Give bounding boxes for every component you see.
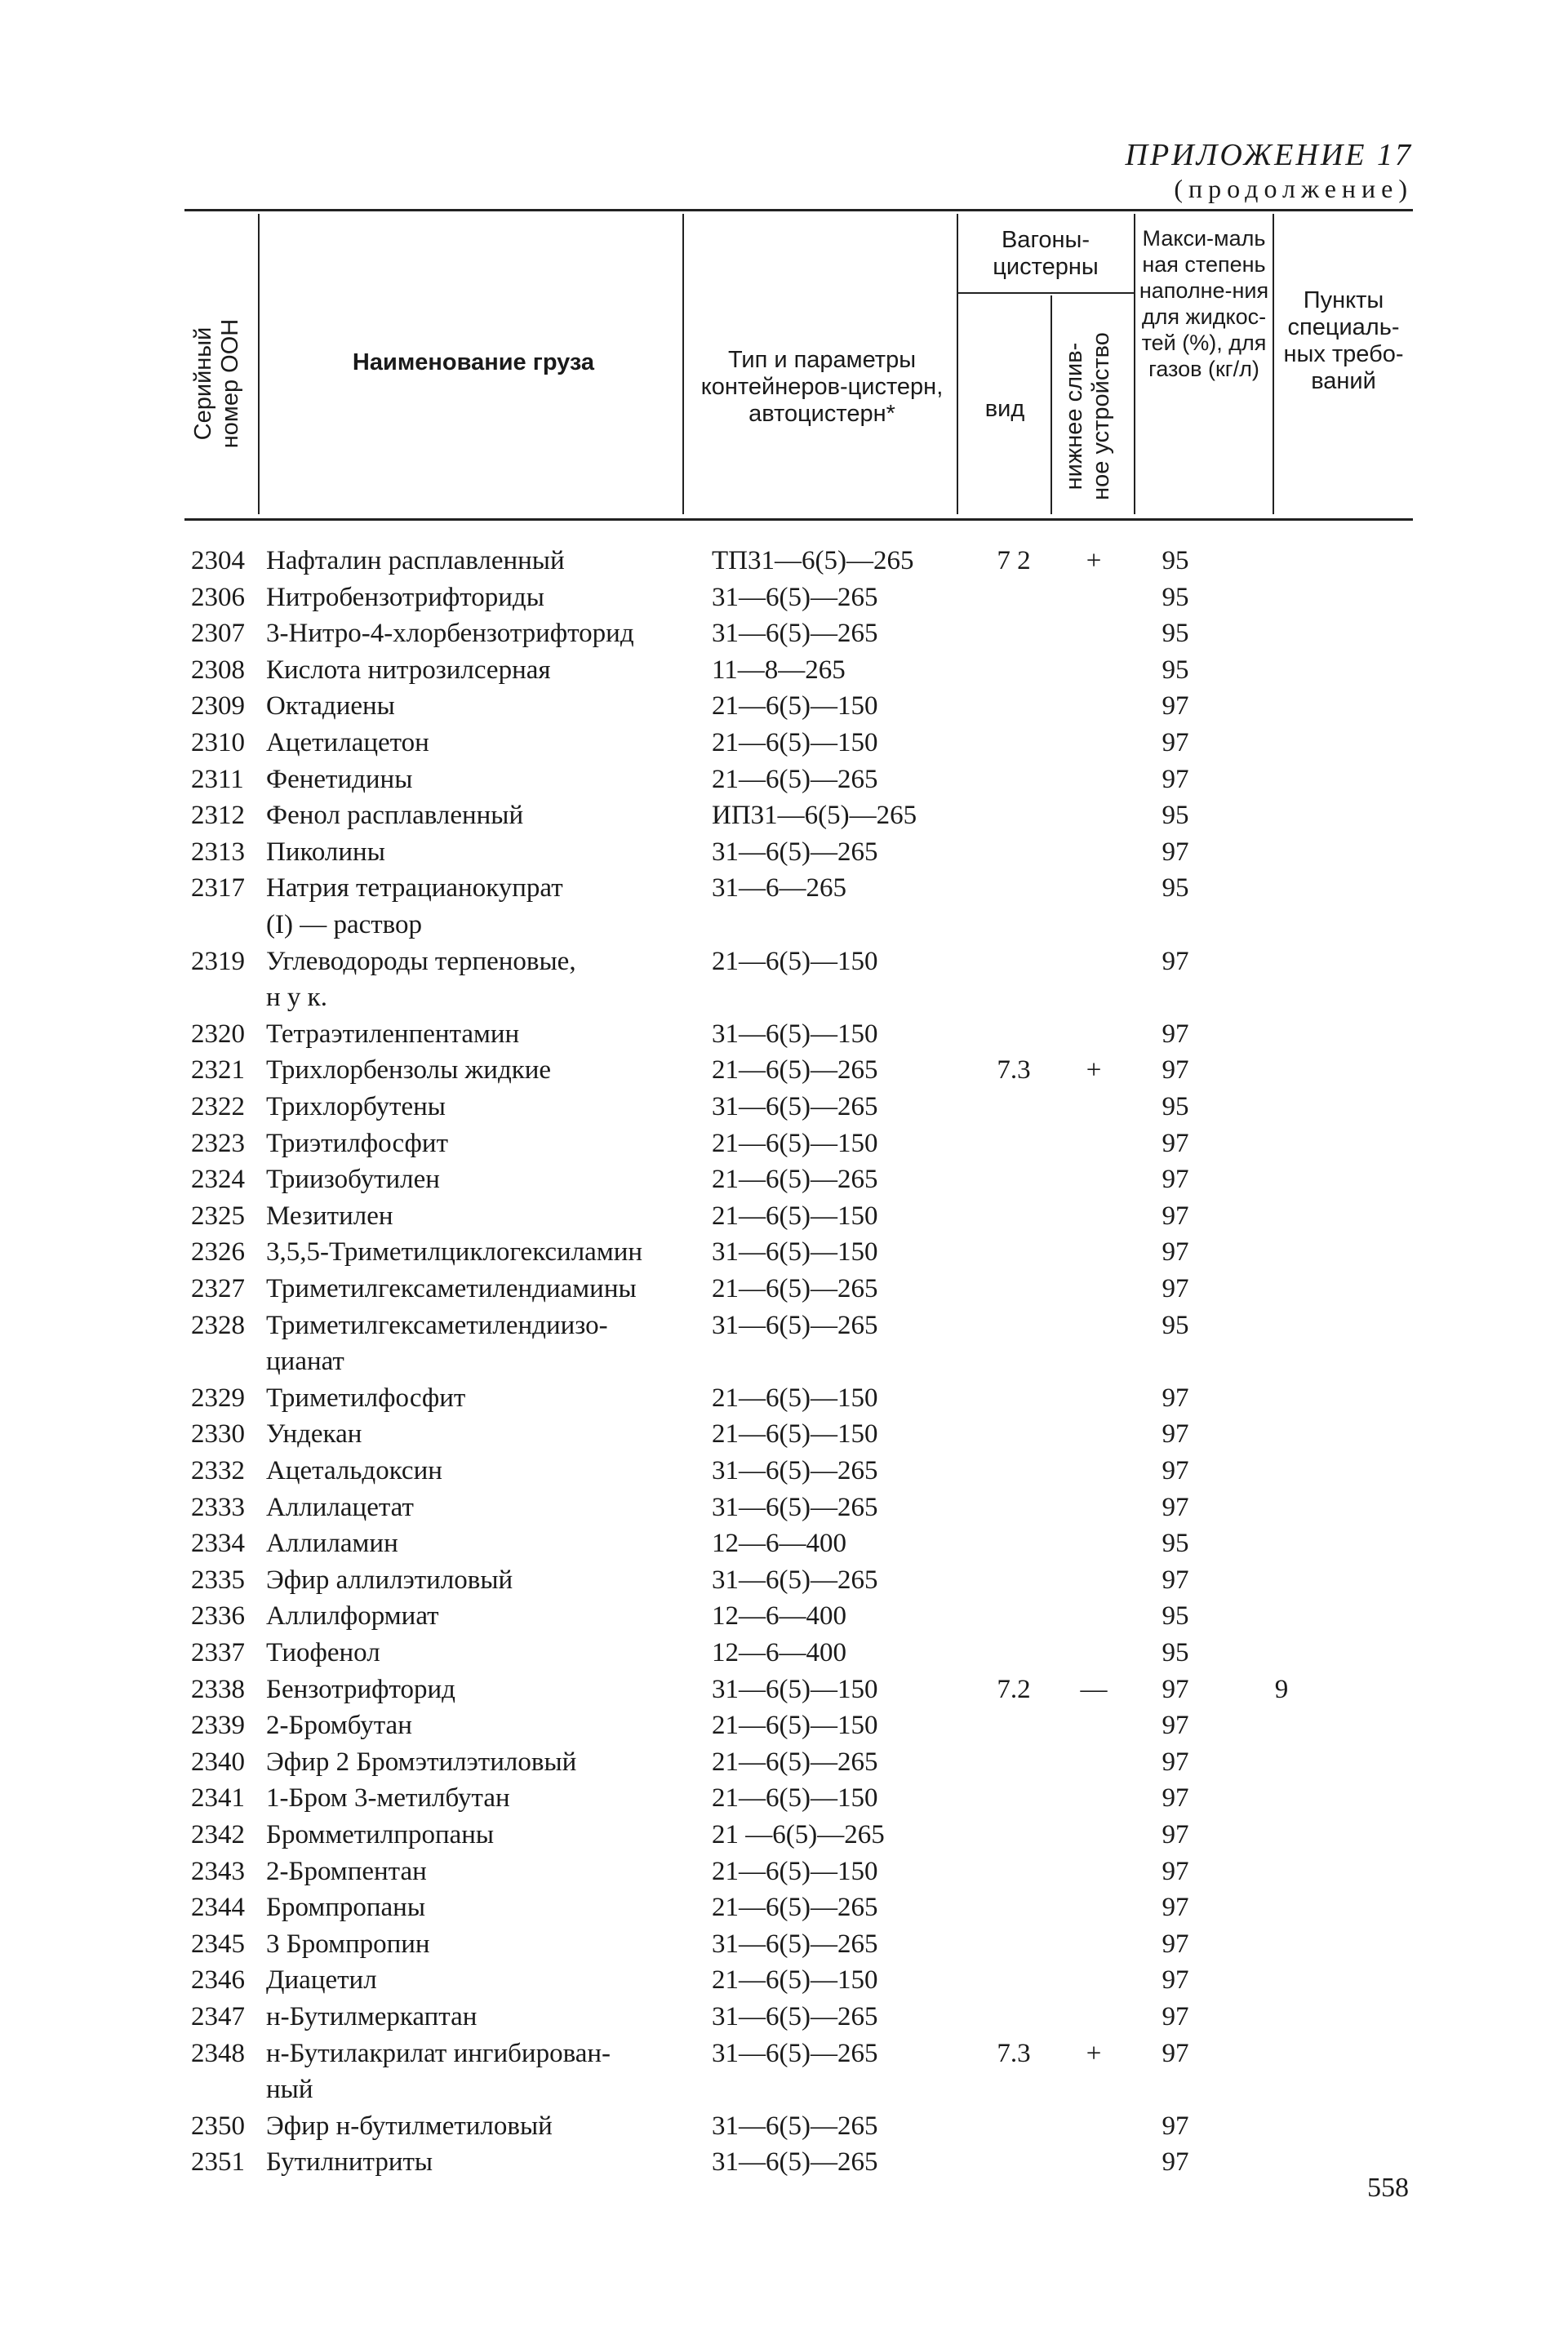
cargo-name: Ацетальдоксин	[266, 1456, 442, 1485]
serial-number: 2333	[191, 1492, 245, 1522]
container-type: 12—6—400	[712, 1529, 846, 1559]
appendix-subtitle: (продолжение)	[1174, 174, 1413, 203]
cargo-name: Аллилформиат	[266, 1601, 439, 1632]
container-type: 31—6(5)—265	[712, 1310, 878, 1340]
page-number: 558	[1367, 2173, 1409, 2203]
cargo-name: Бутилнитриты	[266, 2147, 433, 2178]
cargo-name: Пиколины	[266, 837, 385, 867]
max-fill: 97	[1162, 2111, 1189, 2141]
serial-number: 2306	[191, 582, 245, 612]
serial-number: 2350	[191, 2111, 245, 2141]
cargo-name: 1-Бром 3-метилбутан	[266, 1783, 510, 1814]
container-type: 21—6(5)—150	[712, 691, 878, 722]
container-type: 31—6(5)—150	[712, 1674, 878, 1704]
container-type: 21 —6(5)—265	[712, 1820, 885, 1849]
max-fill: 95	[1162, 801, 1189, 831]
serial-number: 2337	[191, 1638, 245, 1667]
container-type: 21—6(5)—150	[712, 1383, 878, 1413]
cargo-name: Фенетидины	[266, 764, 413, 794]
serial-number: 2311	[191, 764, 244, 794]
serial-number: 2345	[191, 1929, 245, 1959]
cargo-name: Триметилгексаметилендиизо-	[266, 1310, 608, 1340]
serial-number: 2324	[191, 1165, 245, 1195]
serial-number: 2338	[191, 1674, 245, 1704]
container-type: 21—6(5)—150	[712, 1783, 878, 1814]
max-fill: 97	[1162, 1893, 1189, 1923]
container-type: 31—6(5)—265	[712, 582, 878, 612]
max-fill: 97	[1162, 1419, 1189, 1450]
cargo-name: (I) — раствор	[266, 910, 423, 939]
serial-number: 2308	[191, 655, 245, 685]
container-type: 21—6(5)—150	[712, 1965, 878, 1996]
cargo-name: Нафталин расплавленный	[266, 546, 565, 575]
container-type: 21—6(5)—150	[712, 728, 878, 757]
container-type: 21—6(5)—265	[712, 1165, 878, 1195]
serial-number: 2328	[191, 1310, 245, 1340]
max-fill: 97	[1162, 1055, 1189, 1086]
max-fill: 95	[1162, 1310, 1189, 1340]
container-type: 31—6(5)—265	[712, 2038, 878, 2068]
max-fill: 97	[1162, 1820, 1189, 1849]
header-divider-6	[1273, 214, 1274, 514]
cargo-name: Триметилфосфит	[266, 1383, 466, 1413]
serial-number: 2342	[191, 1820, 245, 1849]
max-fill: 97	[1162, 1929, 1189, 1959]
serial-number: 2325	[191, 1201, 245, 1231]
container-type: 31—6(5)—265	[712, 2111, 878, 2141]
max-fill: 97	[1162, 946, 1189, 976]
header-special-points: Пункты специаль-ных требо-ваний	[1283, 287, 1404, 394]
wagon-kind: 7 2	[997, 546, 1031, 575]
cargo-name: Эфир аллилэтиловый	[266, 1565, 513, 1595]
serial-number: 2339	[191, 1711, 245, 1741]
cargo-name: 2-Бромпентан	[266, 1856, 427, 1886]
container-type: 31—6(5)—265	[712, 2002, 878, 2031]
header-divider-4	[1051, 295, 1052, 514]
max-fill: 97	[1162, 1019, 1189, 1049]
bottom-drain: +	[1086, 1055, 1102, 1086]
max-fill: 97	[1162, 2038, 1189, 2068]
special-points: 9	[1274, 1674, 1289, 1704]
container-type: 21—6(5)—265	[712, 1055, 878, 1086]
max-fill: 97	[1162, 1965, 1189, 1996]
header-bottom-drain: нижнее слив- ное устройство	[1061, 332, 1114, 500]
header-kind: вид	[984, 396, 1025, 422]
serial-number: 2335	[191, 1565, 245, 1595]
cargo-name: Триэтилфосфит	[266, 1128, 448, 1158]
max-fill: 95	[1162, 546, 1189, 575]
bottom-drain: —	[1080, 1674, 1108, 1704]
max-fill: 95	[1162, 1092, 1189, 1121]
serial-number: 2330	[191, 1419, 245, 1450]
container-type: 12—6—400	[712, 1601, 846, 1632]
max-fill: 95	[1162, 1601, 1189, 1632]
header-divider-2	[682, 214, 684, 514]
header-max-fill: Макси-мальная степень наполне-ния для жидкос-тей (%), для газов (кг/л)	[1139, 226, 1269, 381]
table-header-bottom-rule	[184, 518, 1413, 521]
cargo-name: Эфир н-бутилметиловый	[266, 2111, 553, 2141]
bottom-drain: +	[1086, 546, 1102, 575]
max-fill: 95	[1162, 1529, 1189, 1559]
serial-number: 2313	[191, 837, 245, 867]
container-type: ИП31—6(5)—265	[712, 801, 917, 831]
cargo-name: Углеводороды терпеновые,	[266, 946, 576, 976]
header-cargo-name: Наименование груза	[352, 349, 595, 375]
container-type: 21—6(5)—265	[712, 1893, 878, 1923]
serial-number: 2317	[191, 873, 245, 904]
wagon-kind: 7.3	[997, 1055, 1031, 1086]
max-fill: 97	[1162, 1674, 1189, 1704]
container-type: 21—6(5)—150	[712, 1711, 878, 1741]
container-type: 31—6(5)—265	[712, 1492, 878, 1522]
max-fill: 97	[1162, 1274, 1189, 1303]
serial-number: 2323	[191, 1128, 245, 1158]
serial-number: 2348	[191, 2038, 245, 2068]
serial-number: 2327	[191, 1274, 245, 1303]
serial-number: 2336	[191, 1601, 245, 1632]
max-fill: 97	[1162, 1711, 1189, 1741]
max-fill: 97	[1162, 1747, 1189, 1777]
max-fill: 97	[1162, 1237, 1189, 1268]
cargo-name: Аллиламин	[266, 1529, 398, 1559]
container-type: 21—6(5)—150	[712, 1128, 878, 1158]
cargo-name: н-Бутилмеркаптан	[266, 2002, 478, 2031]
header-serial-number: Серийный номер ООН	[190, 318, 243, 449]
max-fill: 97	[1162, 691, 1189, 722]
cargo-name: Нитробензотрифториды	[266, 582, 544, 612]
wagon-kind: 7.3	[997, 2038, 1031, 2068]
max-fill: 97	[1162, 1783, 1189, 1814]
container-type: 21—6(5)—150	[712, 946, 878, 976]
cargo-name: Тиофенол	[266, 1638, 380, 1667]
max-fill: 97	[1162, 1456, 1189, 1485]
header-divider-5	[1134, 214, 1135, 514]
header-container-type: Тип и параметры контейнеров-цистерн, автоцистерн*	[700, 347, 944, 427]
container-type: 21—6(5)—265	[712, 764, 878, 794]
bottom-drain: +	[1086, 2038, 1102, 2068]
serial-number: 2340	[191, 1747, 245, 1777]
cargo-name: Мезитилен	[266, 1201, 393, 1231]
container-type: 31—6(5)—265	[712, 837, 878, 867]
serial-number: 2347	[191, 2002, 245, 2031]
cargo-name: Ацетилацетон	[266, 728, 429, 757]
header-divider-1	[258, 214, 260, 514]
appendix-heading	[1126, 137, 1413, 204]
cargo-name: 2-Бромбутан	[266, 1711, 412, 1741]
serial-number: 2310	[191, 728, 245, 757]
serial-number: 2307	[191, 619, 245, 649]
header-wagons: Вагоны-цистерны	[993, 227, 1099, 280]
max-fill: 97	[1162, 2002, 1189, 2031]
container-type: 31—6(5)—265	[712, 1456, 878, 1485]
max-fill: 97	[1162, 1383, 1189, 1413]
container-type: 21—6(5)—265	[712, 1747, 878, 1777]
max-fill: 97	[1162, 837, 1189, 867]
wagons-subheader-rule	[957, 292, 1134, 294]
max-fill: 95	[1162, 655, 1189, 685]
container-type: 31—6(5)—265	[712, 2147, 878, 2178]
container-type: 31—6(5)—265	[712, 1929, 878, 1959]
cargo-name: Трихлорбутены	[266, 1092, 446, 1121]
max-fill: 97	[1162, 764, 1189, 794]
container-type: 11—8—265	[712, 655, 846, 685]
serial-number: 2309	[191, 691, 245, 722]
container-type: 21—6(5)—150	[712, 1201, 878, 1231]
cargo-name: Аллилацетат	[266, 1492, 414, 1522]
container-type: 31—6(5)—150	[712, 1237, 878, 1268]
cargo-name: Бромметилпропаны	[266, 1820, 495, 1849]
cargo-name: цианат	[266, 1347, 344, 1377]
cargo-name: н-Бутилакрилат ингибирован-	[266, 2038, 611, 2068]
max-fill: 97	[1162, 2147, 1189, 2178]
max-fill: 97	[1162, 1492, 1189, 1522]
cargo-name: Октадиены	[266, 691, 395, 722]
cargo-name: Бензотрифторид	[266, 1674, 455, 1704]
cargo-name: Натрия тетрацианокупрат	[266, 873, 563, 904]
serial-number: 2322	[191, 1092, 245, 1121]
table-top-rule	[184, 209, 1413, 211]
serial-number: 2346	[191, 1965, 245, 1996]
cargo-name: Тетраэтиленпентамин	[266, 1019, 520, 1049]
serial-number: 2344	[191, 1893, 245, 1923]
max-fill: 97	[1162, 1856, 1189, 1886]
cargo-name: Ундекан	[266, 1419, 362, 1450]
cargo-name: Фенол расплавленный	[266, 801, 524, 831]
container-type: 21—6(5)—265	[712, 1274, 878, 1303]
cargo-name: 3,5,5-Триметилциклогексиламин	[266, 1237, 643, 1268]
container-type: ТП31—6(5)—265	[712, 546, 914, 575]
cargo-name: Эфир 2 Бромэтилэтиловый	[266, 1747, 577, 1777]
max-fill: 95	[1162, 619, 1189, 649]
serial-number: 2329	[191, 1383, 245, 1413]
serial-number: 2304	[191, 546, 245, 575]
cargo-name: Триизобутилен	[266, 1165, 440, 1195]
serial-number: 2343	[191, 1856, 245, 1886]
max-fill: 97	[1162, 1201, 1189, 1231]
container-type: 21—6(5)—150	[712, 1856, 878, 1886]
max-fill: 95	[1162, 1638, 1189, 1667]
appendix-title: ПРИЛОЖЕНИЕ 17	[1125, 138, 1413, 172]
cargo-name: Диацетил	[266, 1965, 377, 1996]
header-divider-3	[957, 214, 958, 514]
serial-number: 2332	[191, 1456, 245, 1485]
cargo-name: Бромпропаны	[266, 1893, 426, 1923]
max-fill: 97	[1162, 1165, 1189, 1195]
max-fill: 97	[1162, 1565, 1189, 1595]
container-type: 31—6(5)—265	[712, 1092, 878, 1121]
serial-number: 2334	[191, 1529, 245, 1559]
container-type: 31—6(5)—265	[712, 619, 878, 649]
cargo-name: 3-Нитро-4-хлорбензотрифторид	[266, 619, 634, 649]
max-fill: 97	[1162, 728, 1189, 757]
serial-number: 2321	[191, 1055, 245, 1086]
container-type: 31—6(5)—150	[712, 1019, 878, 1049]
max-fill: 95	[1162, 873, 1189, 904]
container-type: 31—6—265	[712, 873, 846, 904]
cargo-name: Триметилгексаметилендиамины	[266, 1274, 637, 1303]
max-fill: 97	[1162, 1128, 1189, 1158]
cargo-name: 3 Бромпропин	[266, 1929, 430, 1959]
serial-number: 2320	[191, 1019, 245, 1049]
serial-number: 2326	[191, 1237, 245, 1268]
serial-number: 2351	[191, 2147, 245, 2178]
wagon-kind: 7.2	[997, 1674, 1031, 1704]
max-fill: 95	[1162, 582, 1189, 612]
container-type: 31—6(5)—265	[712, 1565, 878, 1595]
container-type: 21—6(5)—150	[712, 1419, 878, 1450]
container-type: 12—6—400	[712, 1638, 846, 1667]
cargo-name: Трихлорбензолы жидкие	[266, 1055, 552, 1086]
serial-number: 2319	[191, 946, 245, 976]
cargo-name: н у к.	[266, 983, 327, 1013]
serial-number: 2341	[191, 1783, 245, 1814]
cargo-name: ный	[266, 2075, 313, 2105]
cargo-name: Кислота нитрозилсерная	[266, 655, 551, 685]
serial-number: 2312	[191, 801, 245, 831]
